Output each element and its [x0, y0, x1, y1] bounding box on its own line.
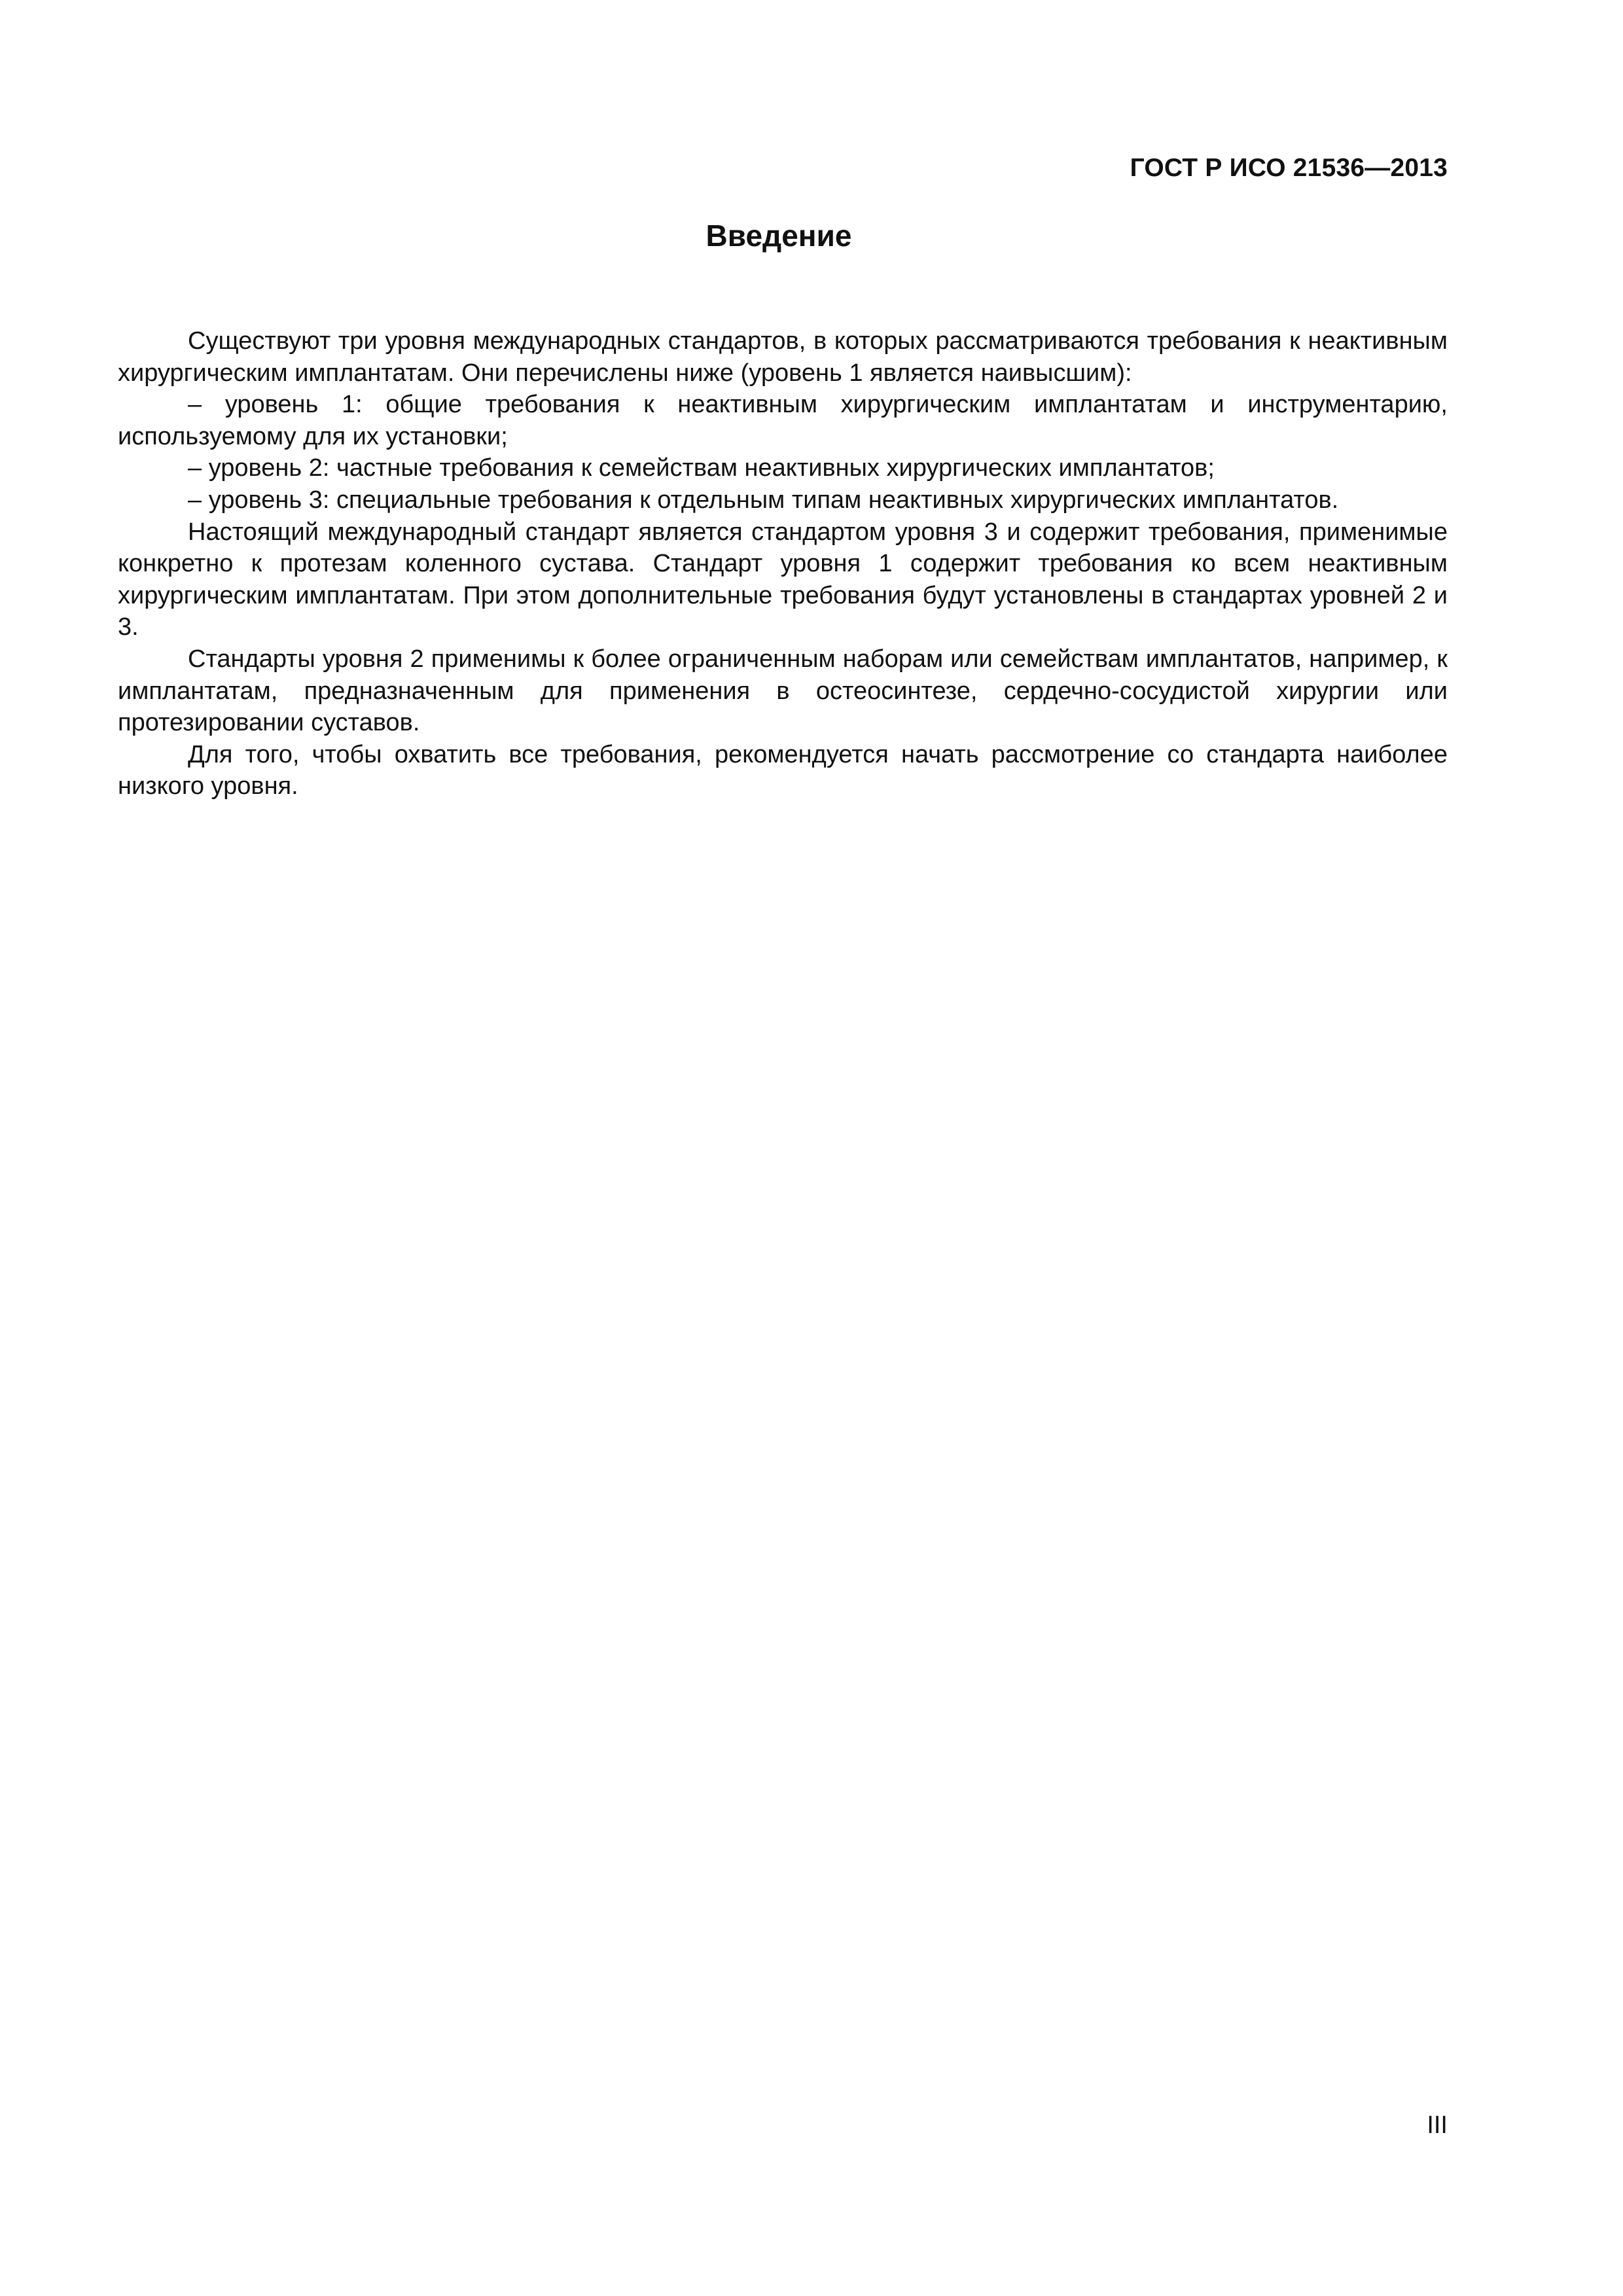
list-item-level-1: – уровень 1: общие требования к неактивным хирургическим имплантатам и инструментарию, используемому для их установки;: [118, 391, 1448, 450]
list-item-level-3: – уровень 3: специальные требования к отдельным типам неактивных хирургических имплантатов.: [188, 486, 1339, 514]
document-code: ГОСТ Р ИСО 21536—2013: [1130, 154, 1448, 182]
section-title: Введение: [705, 219, 852, 253]
introduction-body: [118, 325, 1448, 802]
paragraph-intro: Существуют три уровня международных стандартов, в которых рассматриваются требования к неактивным хирургическим имплантатам. Они перечислены ниже (уровень 1 является наивысшим):: [118, 327, 1448, 387]
page-number: III: [1427, 2111, 1448, 2139]
paragraph-standard-scope: Настоящий международный стандарт является стандартом уровня 3 и содержит требования, применимые конкретно к протезам коленного сустава. Стандарт уровня 1 содержит требования ко всем неактивным хирургическим имплантатам. При этом дополнительные требования будут установлены в стандартах уровней 2 и 3.: [118, 518, 1448, 641]
list-item-level-2: – уровень 2: частные требования к семействам неактивных хирургических имплантатов;: [188, 454, 1215, 482]
paragraph-recommendation: Для того, чтобы охватить все требования, рекомендуется начать рассмотрение со стандарта наиболее низкого уровня.: [118, 740, 1448, 800]
paragraph-level-2-scope: Стандарты уровня 2 применимы к более ограниченным наборам или семействам имплантатов, например, к имплантатам, предназначенным для применения в остеосинтезе, сердечно-сосудистой хирургии или протезировании суставов.: [118, 645, 1448, 737]
